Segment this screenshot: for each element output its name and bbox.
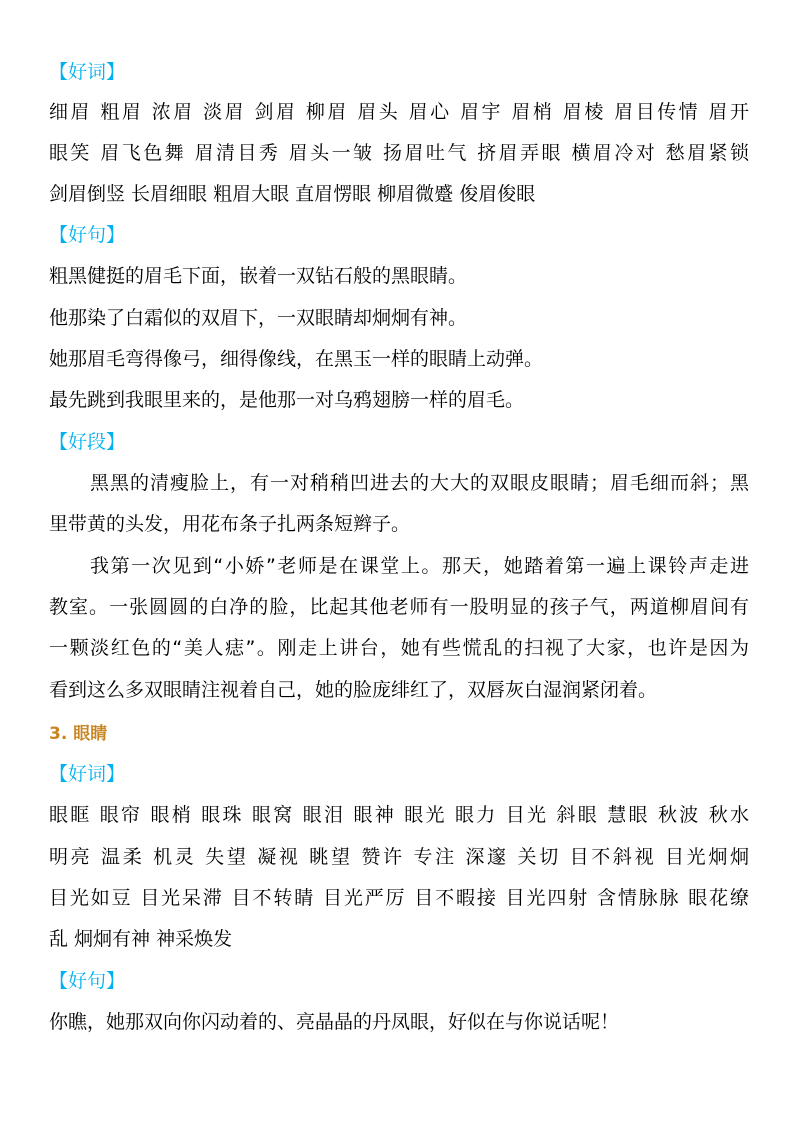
heading-good-words: 【好词】	[49, 763, 126, 785]
word-list-line: 明亮 温柔 机灵 失望 凝视 眺望 赞许 专注 深邃 关切 目不斜视 目光炯炯	[49, 846, 749, 868]
paragraph-line: 我第一次见到“小娇”老师是在课堂上。那天，她踏着第一遍上课铃声走进	[90, 555, 749, 577]
word-list-line: 目光如豆 目光呆滞 目不转睛 目光严厉 目不暇接 目光四射 含情脉脉 眼花缭	[49, 887, 749, 909]
paragraph-line: 一颗淡红色的“美人痣”。刚走上讲台，她有些慌乱的扫视了大家，也许是因为	[49, 637, 749, 659]
heading-good-sentences: 【好句】	[49, 224, 126, 246]
word-list-line: 细眉 粗眉 浓眉 淡眉 剑眉 柳眉 眉头 眉心 眉宇 眉梢 眉棱 眉目传情 眉开	[49, 101, 749, 123]
heading-good-paragraphs: 【好段】	[49, 431, 126, 453]
sentence-line: 粗黑健挺的眉毛下面，嵌着一双钻石般的黑眼睛。	[49, 265, 468, 287]
word-list-line: 眼眶 眼帘 眼梢 眼珠 眼窝 眼泪 眼神 眼光 眼力 目光 斜眼 慧眼 秋波 秋水	[49, 804, 749, 826]
sentence-line: 她那眉毛弯得像弓，细得像线，在黑玉一样的眼睛上动弹。	[49, 348, 544, 370]
word-list-line: 眼笑 眉飞色舞 眉清目秀 眉头一皱 扬眉吐气 挤眉弄眼 横眉冷对 愁眉紧锁	[49, 142, 749, 164]
section-title-eyes: 3. 眼睛	[49, 724, 108, 744]
sentence-line: 你瞧，她那双向你闪动着的、亮晶晶的丹凤眼，好似在与你说话呢！	[49, 1011, 620, 1033]
word-list-line: 乱 炯炯有神 神采焕发	[49, 928, 233, 950]
sentence-line: 最先跳到我眼里来的，是他那一对乌鸦翅膀一样的眉毛。	[49, 389, 525, 411]
paragraph-line: 看到这么多双眼睛注视着自己，她的脸庞绯红了，双唇灰白湿润紧闭着。	[49, 679, 658, 701]
paragraph-line: 教室。一张圆圆的白净的脸，比起其他老师有一股明显的孩子气，两道柳眉间有	[49, 596, 749, 618]
sentence-line: 他那染了白霜似的双眉下，一双眼睛却炯炯有神。	[49, 307, 468, 329]
heading-good-words: 【好词】	[49, 61, 126, 83]
heading-good-sentences: 【好句】	[49, 970, 126, 992]
word-list-line: 剑眉倒竖 长眉细眼 粗眉大眼 直眉愣眼 柳眉微蹙 俊眉俊眼	[49, 183, 536, 205]
paragraph-line: 黑黑的清瘦脸上，有一对稍稍凹进去的大大的双眼皮眼睛；眉毛细而斜；黑	[90, 472, 749, 494]
paragraph-line: 里带黄的头发，用花布条子扎两条短辫子。	[49, 513, 411, 535]
